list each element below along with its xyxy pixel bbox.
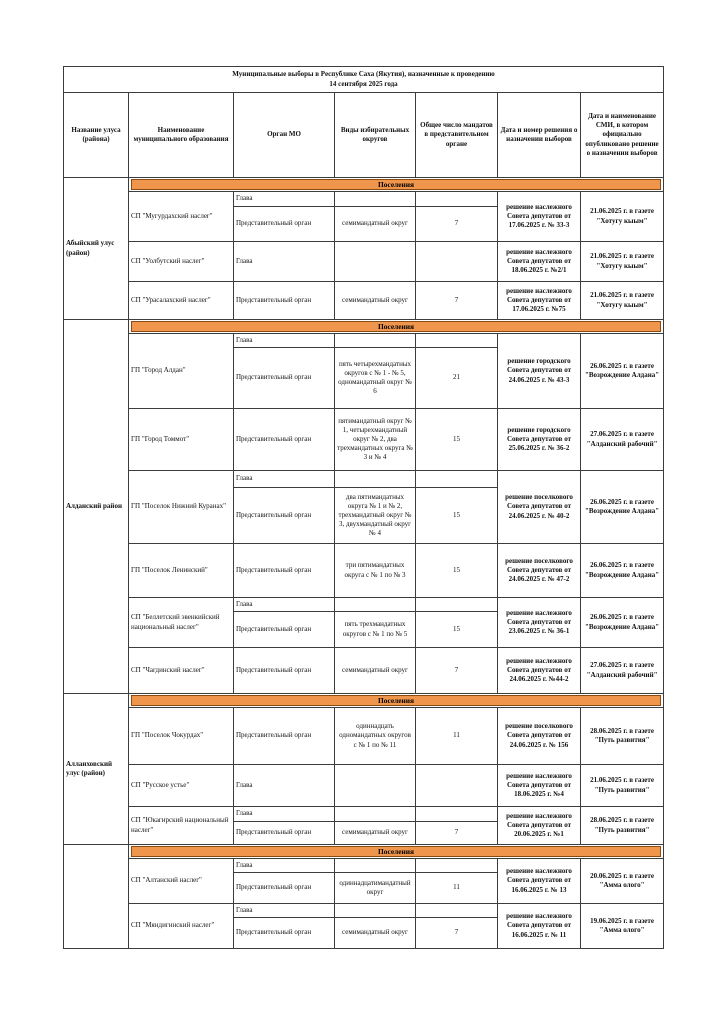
okrug-cell: семимандатный округ (335, 918, 416, 949)
section-banner-row (64, 320, 664, 334)
decision-cell: решение поселкового Совета депутатов от 24.06.2025 г. № 156 (498, 708, 581, 765)
municipality-cell: СП "Уолбутский наслег" (129, 242, 234, 282)
mandates-cell: 15 (416, 544, 498, 598)
okrug-cell (335, 471, 416, 488)
okrug-cell: одиннадцатимандатный округ (335, 873, 416, 904)
media-cell: 19.06.2025 г. в газете "Амма олого" (581, 904, 664, 949)
municipality-cell: ГП "Город Алдан" (129, 334, 234, 409)
municipality-cell: СП "Беллетский эвенкийский национальный наслег" (129, 598, 234, 648)
decision-cell: решение поселкового Совета депутатов от 24.06.2025 г. № 40-2 (498, 471, 581, 544)
okrug-cell (335, 242, 416, 282)
organ-cell: Представительный орган (234, 648, 335, 694)
mandates-cell: 7 (416, 282, 498, 320)
media-cell: 21.06.2025 г. в газете "Путь развития" (581, 765, 664, 807)
table-row (64, 192, 664, 207)
okrug-cell: два пятимандатных округа № 1 и № 2, трехмандатный округ № 3, двухмандатный округ № 4 (335, 488, 416, 544)
mandates-cell (416, 807, 498, 822)
mandates-cell: 7 (416, 207, 498, 242)
organ-cell: Представительный орган (234, 409, 335, 471)
settlements-banner: Поселения (131, 321, 661, 332)
organ-cell: Представительный орган (234, 822, 335, 845)
table-row (64, 708, 664, 765)
media-cell: 21.06.2025 г. в газете "Хотугу кыым" (581, 192, 664, 242)
decision-cell: решение городского Совета депутатов от 24.06.2025 г. № 43-3 (498, 334, 581, 409)
organ-cell: Представительный орган (234, 708, 335, 765)
okrug-cell: семимандатный округ (335, 282, 416, 320)
okrug-cell: пять четырехмандатных округов с № 1 - № 5, одномандатный округ № 6 (335, 348, 416, 409)
mandates-cell: 7 (416, 918, 498, 949)
organ-cell: Представительный орган (234, 612, 335, 648)
settlements-banner: Поселения (131, 846, 661, 857)
municipality-cell: СП "Мяндигинский наслег" (129, 904, 234, 949)
mandates-cell (416, 334, 498, 348)
okrug-cell: семимандатный округ (335, 822, 416, 845)
organ-cell: Глава (234, 904, 335, 918)
settlements-banner: Поселения (131, 179, 661, 190)
okrug-cell: семимандатный округ (335, 648, 416, 694)
district-cell (64, 845, 129, 949)
district-cell: Аллаиховский улус (район) (64, 694, 129, 845)
decision-cell: решение наслежного Совета депутатов от 17.06.2025 г. №75 (498, 282, 581, 320)
mandates-cell (416, 904, 498, 918)
organ-cell: Глава (234, 807, 335, 822)
organ-cell: Представительный орган (234, 544, 335, 598)
municipality-cell: СП "Чагдинский наслег" (129, 648, 234, 694)
municipality-cell: ГП "Поселок Нижний Куранах" (129, 471, 234, 544)
organ-cell: Представительный орган (234, 918, 335, 949)
organ-cell: Глава (234, 192, 335, 207)
organ-cell: Глава (234, 334, 335, 348)
column-header-media: Дата и наименование СМИ, в котором официально опубликовано решение о назначении выборов (581, 93, 664, 178)
table-header-row (64, 93, 664, 178)
organ-cell: Представительный орган (234, 348, 335, 409)
organ-cell: Представительный орган (234, 488, 335, 544)
column-header-decision: Дата и номер решения о назначении выборов (498, 93, 581, 178)
organ-cell: Глава (234, 765, 335, 807)
municipality-cell: СП "Мугурдахский наслег" (129, 192, 234, 242)
mandates-cell (416, 859, 498, 873)
organ-cell: Глава (234, 471, 335, 488)
okrug-cell: пятимандатный округ № 1, четырехмандатный округ № 2, два трехмандатных округа № 3 и № 4 (335, 409, 416, 471)
settlements-banner: Поселения (131, 695, 661, 706)
decision-cell: решение наслежного Совета депутатов от 23.06.2025 г. № 36-1 (498, 598, 581, 648)
table-row (64, 334, 664, 348)
table-row (64, 859, 664, 873)
mandates-cell: 7 (416, 648, 498, 694)
municipality-cell: СП "Русское устье" (129, 765, 234, 807)
organ-cell: Глава (234, 598, 335, 612)
section-banner-row (64, 178, 664, 192)
okrug-cell: семимандатный округ (335, 207, 416, 242)
table-row (64, 648, 664, 694)
media-cell: 21.06.2025 г. в газете "Хотугу кыым" (581, 282, 664, 320)
okrug-cell: три пятимандатных округа с № 1 по № 3 (335, 544, 416, 598)
organ-cell: Представительный орган (234, 207, 335, 242)
decision-cell: решение наслежного Совета депутатов от 16.06.2025 г. № 11 (498, 904, 581, 949)
mandates-cell (416, 765, 498, 807)
table-title-line1: Муниципальные выборы в Республике Саха (Якутия), назначенные к проведению (232, 70, 495, 79)
table-body (64, 178, 664, 949)
municipality-cell: СП "Алтанский наслег" (129, 859, 234, 904)
settlements-banner-cell (129, 320, 664, 334)
table-row (64, 765, 664, 807)
decision-cell: решение городского Совета депутатов от 25.06.2025 г. № 36-2 (498, 409, 581, 471)
settlements-banner-cell (129, 694, 664, 708)
media-cell: 26.06.2025 г. в газете "Возрождение Алдана" (581, 471, 664, 544)
table-row (64, 409, 664, 471)
organ-cell: Представительный орган (234, 282, 335, 320)
district-cell: Алданский район (64, 320, 129, 694)
mandates-cell: 21 (416, 348, 498, 409)
table-row (64, 282, 664, 320)
table-title (64, 67, 664, 93)
table-title-line2: 14 сентября 2025 года (329, 79, 398, 88)
mandates-cell: 11 (416, 708, 498, 765)
column-header-okrug-types: Виды избирательных округов (335, 93, 416, 178)
settlements-banner-cell (129, 178, 664, 192)
settlements-banner-cell (129, 845, 664, 859)
organ-cell: Глава (234, 859, 335, 873)
table-row (64, 544, 664, 598)
okrug-cell (335, 598, 416, 612)
decision-cell: решение наслежного Совета депутатов от 16.06.2025 г. № 13 (498, 859, 581, 904)
district-cell: Абыйский улус (район) (64, 178, 129, 320)
column-header-district: Название улуса (района) (64, 93, 129, 178)
mandates-cell (416, 242, 498, 282)
okrug-cell (335, 765, 416, 807)
decision-cell: решение наслежного Совета депутатов от 20.06.2025 г. №1 (498, 807, 581, 845)
media-cell: 26.06.2025 г. в газете "Возрождение Алдана" (581, 598, 664, 648)
table-row (64, 807, 664, 822)
mandates-cell: 15 (416, 409, 498, 471)
mandates-cell: 7 (416, 822, 498, 845)
mandates-cell: 15 (416, 612, 498, 648)
media-cell: 21.06.2025 г. в газете "Хотугу кыым" (581, 242, 664, 282)
decision-cell: решение наслежного Совета депутатов от 17.06.2025 г. № 33-3 (498, 192, 581, 242)
media-cell: 28.06.2025 г. в газете "Путь развития" (581, 708, 664, 765)
municipality-cell: ГП "Поселок Ленинский" (129, 544, 234, 598)
okrug-cell (335, 807, 416, 822)
table-row (64, 471, 664, 488)
okrug-cell: одиннадцать одномандатных округов с № 1 по № 11 (335, 708, 416, 765)
okrug-cell (335, 904, 416, 918)
mandates-cell (416, 598, 498, 612)
table-title-row (64, 67, 664, 93)
okrug-cell: пять трехмандатных округов с № 1 по № 5 (335, 612, 416, 648)
okrug-cell (335, 859, 416, 873)
section-banner-row (64, 845, 664, 859)
column-header-mandates: Общее число мандатов в представительном органе (416, 93, 498, 178)
decision-cell: решение наслежного Совета депутатов от 18.06.2025 г. №2/1 (498, 242, 581, 282)
decision-cell: решение наслежного Совета депутатов от 24.06.2025 г. №44-2 (498, 648, 581, 694)
media-cell: 27.06.2025 г. в газете "Алданский рабочий" (581, 409, 664, 471)
okrug-cell (335, 192, 416, 207)
table-row (64, 904, 664, 918)
mandates-cell: 11 (416, 873, 498, 904)
elections-table (63, 66, 664, 949)
organ-cell: Глава (234, 242, 335, 282)
media-cell: 26.06.2025 г. в газете "Возрождение Алдана" (581, 544, 664, 598)
media-cell: 26.06.2025 г. в газете "Возрождение Алдана" (581, 334, 664, 409)
mandates-cell (416, 471, 498, 488)
media-cell: 20.06.2025 г. в газете "Амма олого" (581, 859, 664, 904)
section-banner-row (64, 694, 664, 708)
okrug-cell (335, 334, 416, 348)
column-header-organ: Орган МО (234, 93, 335, 178)
media-cell: 27.06.2025 г. в газете "Алданский рабочий" (581, 648, 664, 694)
mandates-cell (416, 192, 498, 207)
decision-cell: решение наслежного Совета депутатов от 18.06.2025 г. №4 (498, 765, 581, 807)
municipality-cell: СП "Урасалахский наслег" (129, 282, 234, 320)
municipality-cell: ГП "Город Томмот" (129, 409, 234, 471)
organ-cell: Представительный орган (234, 873, 335, 904)
column-header-municipality: Наименование муниципального образования (129, 93, 234, 178)
decision-cell: решение поселкового Совета депутатов от 24.06.2025 г. № 47-2 (498, 544, 581, 598)
media-cell: 28.06.2025 г. в газете "Путь развития" (581, 807, 664, 845)
municipality-cell: СП "Юкагирский национальный наслег" (129, 807, 234, 845)
table-row (64, 242, 664, 282)
mandates-cell: 15 (416, 488, 498, 544)
municipality-cell: ГП "Поселок Чокурдах" (129, 708, 234, 765)
table-row (64, 598, 664, 612)
